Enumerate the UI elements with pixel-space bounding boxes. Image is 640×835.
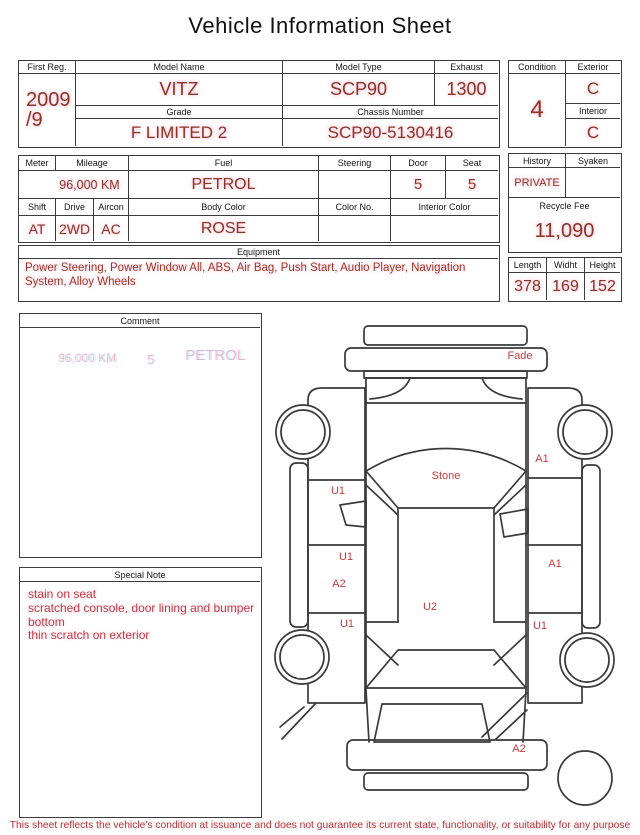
car-damage-diagram <box>270 315 640 820</box>
equipment-value: Power Steering, Power Window All, ABS, Air Bag, Push Start, Audio Player, Navigation System, Alloy Wheels <box>25 262 466 288</box>
chassis-number-value: SCP90-5130416 <box>327 122 454 142</box>
seat-value: 5 <box>446 171 498 199</box>
special-note-text <box>28 588 255 643</box>
specs-table <box>18 155 500 243</box>
damage-label-fade: Fade <box>507 350 533 362</box>
condition-table <box>508 60 622 148</box>
aircon-value: AC <box>94 216 129 241</box>
equipment-box <box>18 245 500 302</box>
width-value: 169 <box>547 273 585 300</box>
height-value: 152 <box>589 277 616 295</box>
damage-label-a1: A1 <box>535 453 549 465</box>
mileage-value: 96,000 KM <box>19 171 129 199</box>
chassis-number-header: Chassis Number <box>283 106 498 119</box>
model-name-header: Model Name <box>76 61 283 74</box>
interior-header: Interior <box>566 104 620 119</box>
spare-wheel <box>558 751 612 805</box>
grade-value: F LIMITED 2 <box>76 119 283 146</box>
condition-header: Condition <box>509 61 566 74</box>
comment-box <box>19 313 262 558</box>
first-reg-header: First Reg. <box>19 61 76 74</box>
interior-color-header: Interior Color <box>391 199 498 216</box>
exterior-header: Exterior <box>566 61 620 74</box>
exterior-value: C <box>566 74 620 104</box>
special-note-header: Special Note <box>20 568 260 582</box>
condition-value: 4 <box>509 74 566 146</box>
damage-label-u1: U1 <box>339 618 355 630</box>
exhaust-header: Exhaust <box>435 61 498 74</box>
car-outline <box>275 326 614 805</box>
damage-label-u1: U1 <box>338 551 354 563</box>
page-title: Vehicle Information Sheet <box>188 13 452 38</box>
steering-value <box>319 171 391 199</box>
model-type-value: SCP90 <box>283 74 435 106</box>
drive-value: 2WD <box>56 216 94 241</box>
aircon-header: Aircon <box>94 199 129 216</box>
syaken-header: Syaken <box>566 154 620 168</box>
color-no-header: Color No. <box>319 199 391 216</box>
special-note-line: thin scratch on exterior <box>28 628 150 643</box>
door-value: 5 <box>391 171 446 199</box>
recycle-fee-value: 11,090 <box>534 219 595 242</box>
damage-label-a2: A2 <box>512 743 526 755</box>
identity-table <box>18 60 500 148</box>
exhaust-value: 1300 <box>435 74 498 106</box>
model-type-header: Model Type <box>283 61 435 74</box>
damage-label-stone: Stone <box>431 470 461 482</box>
fuel-header: Fuel <box>129 156 319 171</box>
history-table <box>508 153 622 253</box>
body-color-header: Body Color <box>129 199 319 216</box>
dimensions-table <box>508 257 622 302</box>
damage-label-a1: A1 <box>548 558 562 570</box>
color-no-value <box>319 216 391 241</box>
damage-label-u1: U1 <box>330 485 346 497</box>
height-header: Height <box>585 258 620 273</box>
ghost-print-door: 5 <box>147 352 155 367</box>
first-reg-month: /9 <box>26 109 43 131</box>
seat-header: Seat <box>446 156 498 171</box>
damage-label-u2: U2 <box>422 601 438 613</box>
special-note-box <box>19 567 262 818</box>
model-name-value: VITZ <box>76 74 283 106</box>
ghost-print-mileage: 96,000 KM <box>58 351 117 365</box>
syaken-value <box>566 168 620 198</box>
history-value: PRIVATE <box>509 168 566 198</box>
interior-value: C <box>586 122 600 142</box>
body-color-value: ROSE <box>129 216 319 241</box>
comment-header: Comment <box>20 314 260 328</box>
interior-color-value <box>391 216 498 241</box>
equipment-header: Equipment <box>19 246 498 259</box>
steering-header: Steering <box>319 156 391 171</box>
fuel-value: PETROL <box>129 171 319 199</box>
first-reg-value <box>19 74 76 146</box>
meter-header: Meter <box>19 156 56 171</box>
grade-header: Grade <box>76 106 283 119</box>
width-header: Widht <box>547 258 585 273</box>
length-header: Length <box>509 258 547 273</box>
damage-label-a2: A2 <box>332 578 346 590</box>
special-note-line: scratched console, door lining and bumper bottom <box>28 600 255 629</box>
shift-header: Shift <box>19 199 56 216</box>
special-note-line: stain on seat <box>28 587 97 601</box>
shift-value: AT <box>19 216 56 241</box>
door-header: Door <box>391 156 446 171</box>
ghost-print-fuel: PETROL <box>185 347 246 364</box>
recycle-fee-header: Recycle Fee <box>539 201 590 211</box>
length-value: 378 <box>509 273 547 300</box>
first-reg-year: 2009 <box>26 88 71 111</box>
history-header: History <box>509 154 566 168</box>
drive-header: Drive <box>56 199 94 216</box>
disclaimer-text: This sheet reflects the vehicle's condition at issuance and does not guarantee its current state, functionality, or suitability for any purpose <box>9 820 631 831</box>
mileage-header: Mileage <box>56 156 129 171</box>
damage-label-u1: U1 <box>532 620 548 632</box>
